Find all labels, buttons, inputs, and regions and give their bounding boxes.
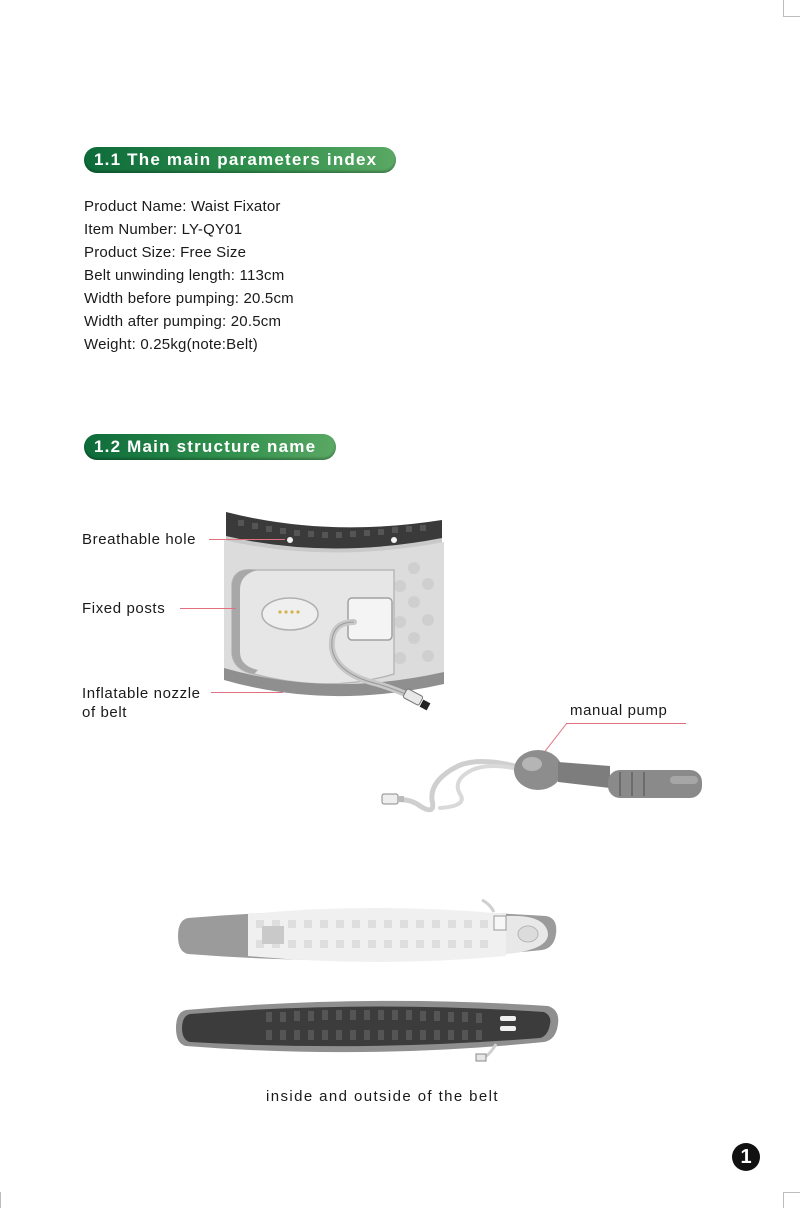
belt-inside-image	[176, 894, 560, 972]
crop-mark	[783, 1192, 800, 1193]
crop-mark	[783, 16, 800, 17]
label-breathable-hole: Breathable hole	[82, 531, 197, 548]
param-width-before: Width before pumping: 20.5cm	[84, 290, 294, 307]
param-item-number: Item Number: LY-QY01	[84, 221, 243, 238]
param-belt-length: Belt unwinding length: 113cm	[84, 267, 285, 284]
param-weight: Weight: 0.25kg(note:Belt)	[84, 336, 258, 353]
leader-manual-pump-h	[566, 723, 686, 724]
leader-breathable-hole	[209, 539, 285, 540]
section-title-parameters: 1.1 The main parameters index	[84, 147, 396, 173]
label-inflatable-nozzle	[82, 684, 201, 722]
label-inflatable-nozzle-line1: Inflatable nozzle	[82, 685, 201, 702]
crop-mark	[0, 1192, 1, 1208]
leader-inflatable-nozzle	[211, 692, 283, 693]
label-inflatable-nozzle-line2: of belt	[82, 704, 128, 721]
waist-belt-image	[218, 498, 450, 714]
parameter-list	[84, 195, 294, 356]
crop-mark	[783, 0, 784, 16]
param-width-after: Width after pumping: 20.5cm	[84, 313, 282, 330]
manual-pump-image	[380, 748, 706, 820]
page-number: 1	[732, 1143, 760, 1171]
param-product-name: Product Name: Waist Fixator	[84, 198, 281, 215]
crop-mark	[783, 1192, 784, 1208]
label-manual-pump: manual pump	[570, 702, 668, 719]
label-fixed-posts: Fixed posts	[82, 600, 166, 617]
param-product-size: Product Size: Free Size	[84, 244, 247, 261]
section-title-structure: 1.2 Main structure name	[84, 434, 336, 460]
belt-outside-image	[174, 988, 562, 1068]
leader-fixed-posts	[180, 608, 236, 609]
belt-caption: inside and outside of the belt	[266, 1088, 499, 1105]
